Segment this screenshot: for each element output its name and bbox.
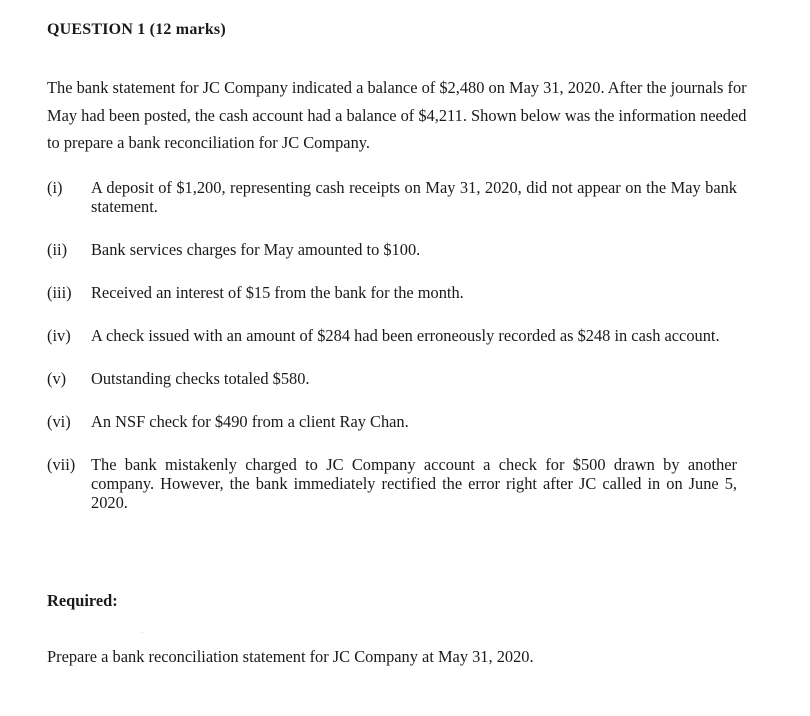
list-item <box>47 369 737 388</box>
item-number: (vii) <box>47 455 76 474</box>
item-text: Outstanding checks totaled $580. <box>91 369 310 388</box>
list-item <box>47 455 737 512</box>
list-item <box>47 326 737 345</box>
item-text: A check issued with an amount of $284 had been erroneously recorded as $248 in cash account. <box>91 326 720 345</box>
task-instruction: Prepare a bank reconciliation statement for JC Company at May 31, 2020. <box>47 647 534 666</box>
item-number: (iii) <box>47 283 72 302</box>
item-number: (v) <box>47 369 67 388</box>
item-number: (iv) <box>47 326 71 345</box>
item-text: Bank services charges for May amounted to $100. <box>91 240 421 259</box>
item-text: A deposit of $1,200, representing cash receipts on May 31, 2020, did not appear on the May bank statement. <box>91 178 737 216</box>
question-title: QUESTION 1 (12 marks) <box>47 21 226 38</box>
item-number: (vi) <box>47 412 71 431</box>
item-text: An NSF check for $490 from a client Ray Chan. <box>91 412 409 431</box>
item-text: Received an interest of $15 from the bank for the month. <box>91 283 464 302</box>
item-text: The bank mistakenly charged to JC Company account a check for $500 drawn by another company. However, the bank immediately rectified the error right after JC called in on June 5, 2020. <box>91 455 737 512</box>
list-item <box>47 240 737 259</box>
list-item <box>47 412 737 431</box>
required-heading: Required: <box>47 591 118 610</box>
list-item <box>47 283 737 302</box>
question-intro: The bank statement for JC Company indicated a balance of $2,480 on May 31, 2020. After the journals for May had been posted, the cash account had a balance of $4,211. Shown below was the information needed to prepare a bank reconciliation for JC Company. <box>47 78 747 152</box>
information-list <box>47 178 737 536</box>
item-number: (i) <box>47 178 63 197</box>
item-number: (ii) <box>47 240 68 259</box>
scan-speck <box>142 632 143 633</box>
list-item <box>47 178 737 216</box>
